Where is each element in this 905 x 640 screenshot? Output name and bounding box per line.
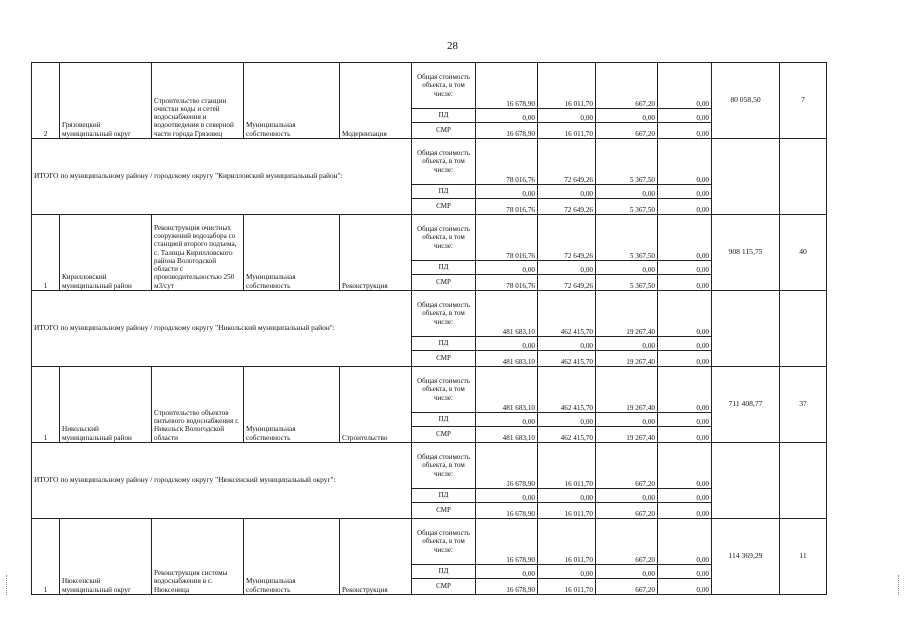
amount-cell: 78 016,76 bbox=[476, 139, 538, 185]
amount-cell: 0,00 bbox=[596, 489, 658, 503]
amount-cell: 481 683,10 bbox=[476, 291, 538, 337]
amount-cell: 0,00 bbox=[538, 565, 596, 579]
table-row bbox=[32, 519, 827, 565]
amount-cell: 78 016,76 bbox=[476, 199, 538, 215]
work-type-cell: Модернизация bbox=[340, 63, 412, 139]
total-label: ИТОГО по муниципальному району / городскому округу "Нюксенский муниципальный округ": bbox=[32, 443, 412, 519]
cost-type-label: Общая стоимость объекта, в том числе: bbox=[412, 63, 476, 109]
total-label: ИТОГО по муниципальному району / городскому округу "Никольский муниципальный район": bbox=[32, 291, 412, 367]
amount-cell: 0,00 bbox=[476, 413, 538, 427]
municipality-cell: Грязовецкий муниципальный округ bbox=[60, 63, 152, 139]
amount-cell: 5 367,50 bbox=[596, 139, 658, 185]
amount-cell: 0,00 bbox=[658, 123, 712, 139]
capacity-cell: 711 408,77 bbox=[712, 367, 780, 443]
municipality-cell: Нюксенский муниципальный округ bbox=[60, 519, 152, 595]
amount-cell: 5 367,50 bbox=[596, 199, 658, 215]
amount-cell: 0,00 bbox=[658, 185, 712, 199]
amount-cell: 16 678,90 bbox=[476, 579, 538, 595]
cost-type-label: СМР bbox=[412, 427, 476, 443]
cost-type-label: ПД bbox=[412, 489, 476, 503]
amount-cell: 16 678,90 bbox=[476, 123, 538, 139]
amount-cell: 16 011,70 bbox=[538, 63, 596, 109]
amount-cell: 667,20 bbox=[596, 443, 658, 489]
amount-cell: 0,00 bbox=[658, 199, 712, 215]
empty-cell bbox=[780, 443, 827, 519]
ownership-cell: Муниципальная собственность bbox=[244, 367, 340, 443]
object-name-cell: Реконструкция очистных сооружений водозабора со станцией второго подъема, с. Талицы Кирилловского района Вологодской области с производительностью 250 м3/сут bbox=[152, 215, 244, 291]
amount-cell: 0,00 bbox=[476, 261, 538, 275]
object-name-cell: Реконструкция системы водоснабжения в с. Нюксеница bbox=[152, 519, 244, 595]
amount-cell: 462 415,70 bbox=[538, 367, 596, 413]
amount-cell: 78 016,76 bbox=[476, 215, 538, 261]
amount-cell: 0,00 bbox=[476, 489, 538, 503]
amount-cell: 462 415,70 bbox=[538, 427, 596, 443]
amount-cell: 19 267,40 bbox=[596, 367, 658, 413]
cost-type-label: ПД bbox=[412, 413, 476, 427]
amount-cell: 0,00 bbox=[658, 139, 712, 185]
empty-cell bbox=[712, 291, 780, 367]
amount-cell: 481 683,10 bbox=[476, 351, 538, 367]
work-type-cell: Реконструкция bbox=[340, 519, 412, 595]
empty-cell bbox=[712, 443, 780, 519]
cost-type-label: СМР bbox=[412, 503, 476, 519]
amount-cell: 0,00 bbox=[476, 109, 538, 123]
capacity-cell: 908 115,75 bbox=[712, 215, 780, 291]
amount-cell: 78 016,76 bbox=[476, 275, 538, 291]
municipality-cell: Кирилловский муниципальный район bbox=[60, 215, 152, 291]
count-cell: 37 bbox=[780, 367, 827, 443]
amount-cell: 0,00 bbox=[538, 109, 596, 123]
amount-cell: 462 415,70 bbox=[538, 351, 596, 367]
amount-cell: 16 678,90 bbox=[476, 63, 538, 109]
amount-cell: 72 649,26 bbox=[538, 139, 596, 185]
empty-cell bbox=[780, 139, 827, 215]
amount-cell: 16 011,70 bbox=[538, 519, 596, 565]
amount-cell: 462 415,70 bbox=[538, 291, 596, 337]
amount-cell: 19 267,40 bbox=[596, 291, 658, 337]
amount-cell: 667,20 bbox=[596, 123, 658, 139]
cost-type-label: СМР bbox=[412, 199, 476, 215]
amount-cell: 72 649,26 bbox=[538, 215, 596, 261]
amount-cell: 19 267,40 bbox=[596, 427, 658, 443]
amount-cell: 0,00 bbox=[538, 489, 596, 503]
ownership-cell: Муниципальная собственность bbox=[244, 63, 340, 139]
amount-cell: 481 683,10 bbox=[476, 427, 538, 443]
count-cell: 40 bbox=[780, 215, 827, 291]
row-number: 1 bbox=[32, 519, 60, 595]
amount-cell: 0,00 bbox=[658, 337, 712, 351]
table-row bbox=[32, 63, 827, 109]
amount-cell: 5 367,50 bbox=[596, 275, 658, 291]
cost-type-label: Общая стоимость объекта, в том числе: bbox=[412, 443, 476, 489]
investment-table bbox=[31, 62, 827, 595]
row-number: 1 bbox=[32, 215, 60, 291]
amount-cell: 16 678,90 bbox=[476, 519, 538, 565]
amount-cell: 0,00 bbox=[476, 185, 538, 199]
cost-type-label: Общая стоимость объекта, в том числе: bbox=[412, 215, 476, 261]
amount-cell: 0,00 bbox=[658, 443, 712, 489]
amount-cell: 0,00 bbox=[658, 427, 712, 443]
cost-type-label: Общая стоимость объекта, в том числе: bbox=[412, 139, 476, 185]
amount-cell: 0,00 bbox=[658, 261, 712, 275]
amount-cell: 0,00 bbox=[596, 185, 658, 199]
amount-cell: 16 011,70 bbox=[538, 503, 596, 519]
amount-cell: 0,00 bbox=[658, 275, 712, 291]
cost-type-label: Общая стоимость объекта, в том числе: bbox=[412, 519, 476, 565]
cost-type-label: ПД bbox=[412, 109, 476, 123]
table-row bbox=[32, 367, 827, 413]
amount-cell: 0,00 bbox=[658, 351, 712, 367]
work-type-cell: Строительство bbox=[340, 367, 412, 443]
table-row bbox=[32, 215, 827, 261]
count-cell: 11 bbox=[780, 519, 827, 595]
amount-cell: 0,00 bbox=[476, 565, 538, 579]
page-number: 28 bbox=[447, 40, 458, 52]
amount-cell: 0,00 bbox=[658, 413, 712, 427]
amount-cell: 16 011,70 bbox=[538, 123, 596, 139]
cost-type-label: СМР bbox=[412, 123, 476, 139]
amount-cell: 72 649,26 bbox=[538, 275, 596, 291]
amount-cell: 0,00 bbox=[476, 337, 538, 351]
row-number: 1 bbox=[32, 367, 60, 443]
amount-cell: 667,20 bbox=[596, 503, 658, 519]
ownership-cell: Муниципальная собственность bbox=[244, 519, 340, 595]
cost-type-label: СМР bbox=[412, 579, 476, 595]
cost-type-label: ПД bbox=[412, 261, 476, 275]
amount-cell: 0,00 bbox=[658, 63, 712, 109]
amount-cell: 0,00 bbox=[596, 109, 658, 123]
margin-mark-left bbox=[6, 575, 9, 595]
amount-cell: 0,00 bbox=[658, 367, 712, 413]
total-label: ИТОГО по муниципальному району / городскому округу "Кирилловский муниципальный район": bbox=[32, 139, 412, 215]
amount-cell: 667,20 bbox=[596, 63, 658, 109]
amount-cell: 19 267,40 bbox=[596, 351, 658, 367]
total-row bbox=[32, 443, 827, 489]
amount-cell: 72 649,26 bbox=[538, 199, 596, 215]
municipality-cell: Никольский муниципальный район bbox=[60, 367, 152, 443]
amount-cell: 0,00 bbox=[658, 519, 712, 565]
margin-mark-right bbox=[898, 575, 901, 595]
amount-cell: 0,00 bbox=[596, 337, 658, 351]
amount-cell: 0,00 bbox=[538, 413, 596, 427]
capacity-cell: 114 369,29 bbox=[712, 519, 780, 595]
work-type-cell: Реконструкция bbox=[340, 215, 412, 291]
cost-type-label: Общая стоимость объекта, в том числе: bbox=[412, 291, 476, 337]
amount-cell: 0,00 bbox=[538, 337, 596, 351]
amount-cell: 0,00 bbox=[658, 565, 712, 579]
cost-type-label: СМР bbox=[412, 275, 476, 291]
amount-cell: 0,00 bbox=[658, 489, 712, 503]
amount-cell: 0,00 bbox=[538, 261, 596, 275]
amount-cell: 0,00 bbox=[658, 291, 712, 337]
ownership-cell: Муниципальная собственность bbox=[244, 215, 340, 291]
empty-cell bbox=[780, 291, 827, 367]
cost-type-label: СМР bbox=[412, 351, 476, 367]
amount-cell: 16 011,70 bbox=[538, 443, 596, 489]
amount-cell: 0,00 bbox=[658, 215, 712, 261]
amount-cell: 0,00 bbox=[596, 261, 658, 275]
cost-type-label: ПД bbox=[412, 185, 476, 199]
count-cell: 7 bbox=[780, 63, 827, 139]
empty-cell bbox=[712, 139, 780, 215]
total-row bbox=[32, 291, 827, 337]
cost-type-label: ПД bbox=[412, 337, 476, 351]
object-name-cell: Строительство станции очистки воды и сетей водоснабжения и водоотведения в северной части города Грязовец bbox=[152, 63, 244, 139]
cost-type-label: Общая стоимость объекта, в том числе: bbox=[412, 367, 476, 413]
amount-cell: 16 678,90 bbox=[476, 443, 538, 489]
amount-cell: 16 011,70 bbox=[538, 579, 596, 595]
object-name-cell: Строительство объектов питьевого водоснабжения г. Никольск Вологодской области bbox=[152, 367, 244, 443]
amount-cell: 5 367,50 bbox=[596, 215, 658, 261]
capacity-cell: 80 058,50 bbox=[712, 63, 780, 139]
amount-cell: 0,00 bbox=[658, 109, 712, 123]
total-row bbox=[32, 139, 827, 185]
amount-cell: 0,00 bbox=[658, 503, 712, 519]
cost-type-label: ПД bbox=[412, 565, 476, 579]
amount-cell: 481 683,10 bbox=[476, 367, 538, 413]
amount-cell: 0,00 bbox=[596, 565, 658, 579]
amount-cell: 667,20 bbox=[596, 519, 658, 565]
row-number: 2 bbox=[32, 63, 60, 139]
amount-cell: 0,00 bbox=[596, 413, 658, 427]
amount-cell: 0,00 bbox=[538, 185, 596, 199]
amount-cell: 667,20 bbox=[596, 579, 658, 595]
amount-cell: 0,00 bbox=[658, 579, 712, 595]
amount-cell: 16 678,90 bbox=[476, 503, 538, 519]
